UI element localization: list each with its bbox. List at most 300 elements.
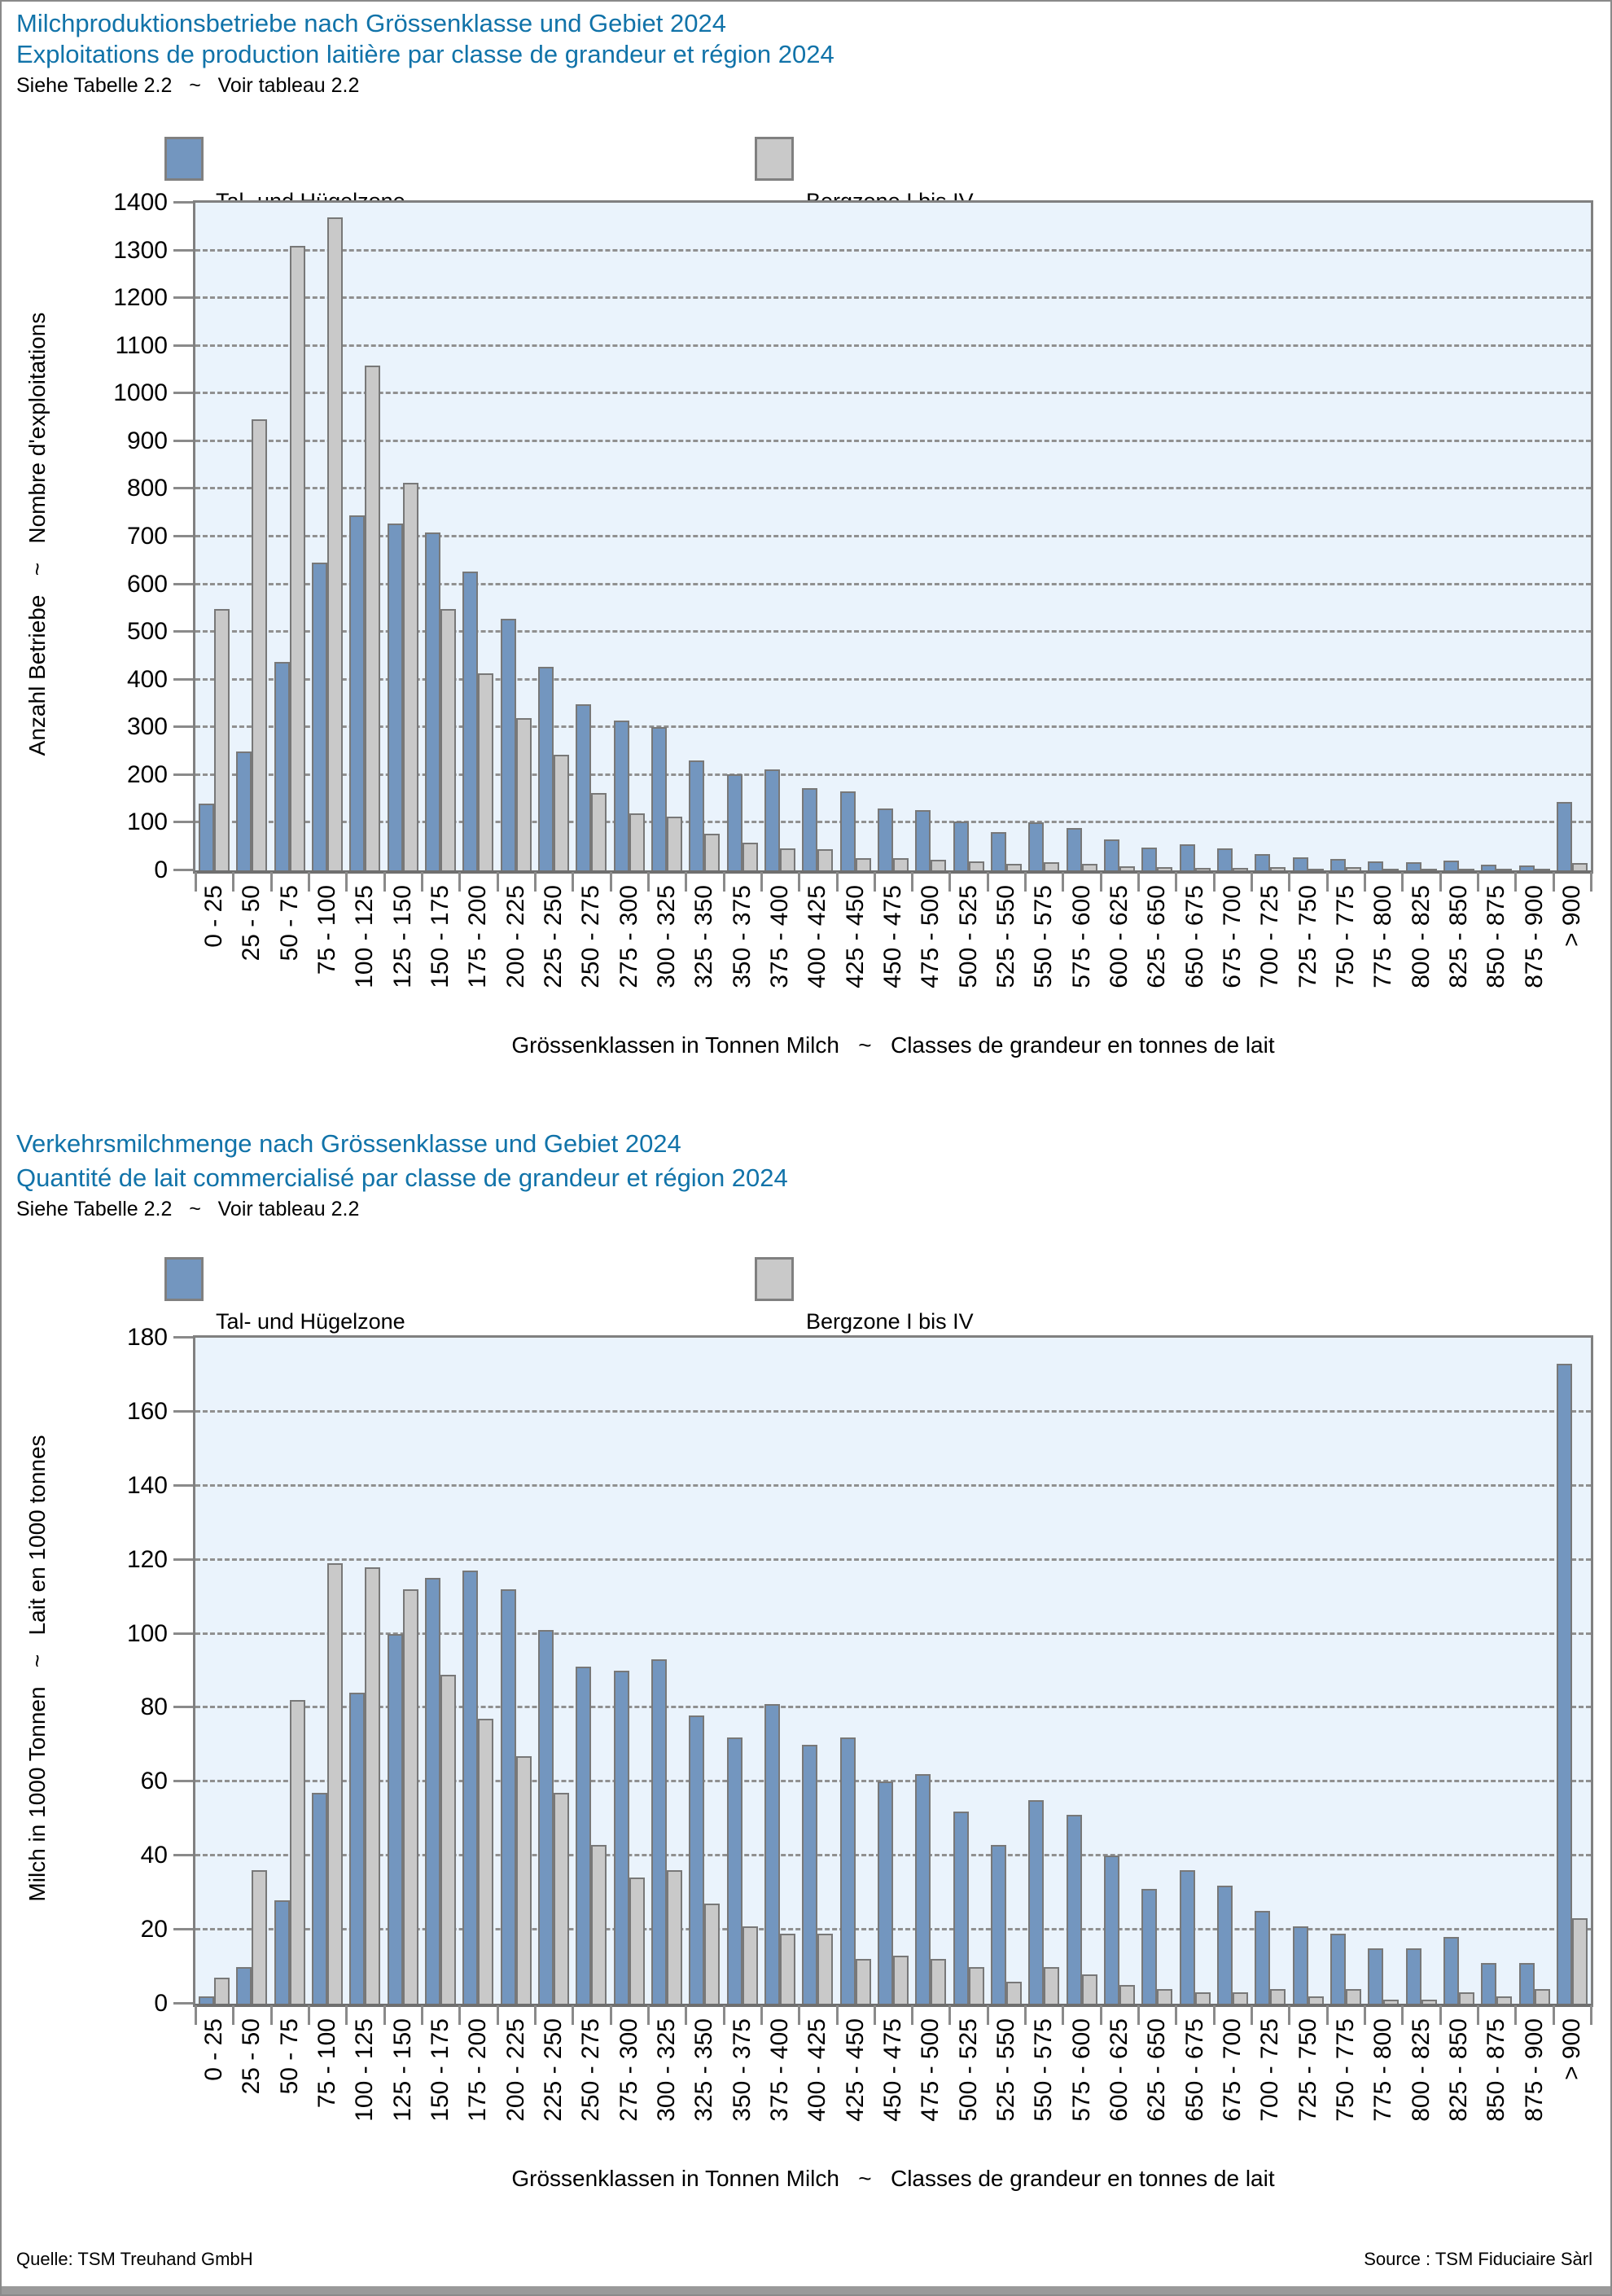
bar-valley [1141,848,1157,870]
x-tick-label: 100 - 125 [351,885,378,988]
bar-valley [1104,1856,1119,2004]
x-tick-mark [1137,872,1140,892]
x-tick-mark [345,2005,348,2025]
bar-mountain [403,483,418,870]
y-tick-mark [173,1410,193,1413]
bar-group [233,419,270,870]
chart1-title-fr: Exploitations de production laitière par classe de grandeur et région 2024 [16,40,834,68]
bar-group [1478,865,1515,870]
x-tick-mark [723,2005,725,2025]
bar-group [572,1667,610,2004]
bar-valley [1443,861,1459,870]
bar-group [271,1700,309,2004]
legend-swatch-valley [164,1257,204,1301]
bar-group [648,1659,686,2004]
bar-group [988,832,1025,870]
y-tick-mark [173,487,193,489]
y-tick-label: 0 [154,1990,168,2017]
x-tick-label: 0 - 25 [200,2018,227,2081]
y-tick-label: 1400 [113,189,168,216]
y-tick-mark [173,583,193,585]
bar-group [1515,865,1553,870]
bar-valley [1104,839,1119,870]
x-tick-mark [534,2005,537,2025]
bar-valley [802,1745,817,2004]
bar-valley [349,515,365,870]
bar-mountain [704,1904,720,2004]
bar-group [1101,1856,1138,2004]
x-tick-mark [1477,2005,1479,2025]
gridline [195,1558,1591,1561]
chart1-title-de: Milchproduktionsbetriebe nach Grössenklasse und Gebiet 2024 [16,9,726,37]
bar-group [611,721,648,870]
bar-valley [1028,1800,1044,2004]
x-tick-label: 425 - 450 [842,2018,869,2122]
y-tick-label: 160 [126,1398,168,1425]
chart2-y-axis-title: Milch in 1000 Tonnen ~ Lait en 1000 tonnes [24,1435,50,1902]
x-tick-label: 25 - 50 [238,2018,265,2095]
x-tick-mark [1590,2005,1592,2025]
bar-group [309,1563,346,2004]
bar-mountain [1082,864,1097,870]
chart2-plot-area [126,1324,1593,2122]
bar-valley [1217,848,1233,870]
bar-valley [1330,859,1346,870]
x-tick-label: 375 - 400 [766,2018,793,2122]
x-tick-mark [685,872,687,892]
x-tick-label: 650 - 675 [1181,2018,1208,2122]
bar-group [724,774,761,870]
bar-group [309,217,346,870]
y-tick-mark [173,344,193,347]
bar-mountain [214,609,230,870]
bar-valley [538,667,554,870]
bar-group [874,808,912,870]
bar-valley [349,1693,365,2004]
x-tick-mark [1213,2005,1216,2025]
y-tick-label: 1100 [115,332,168,359]
bar-group [1176,1870,1213,2004]
bar-mountain [403,1589,418,2004]
x-tick-label: 50 - 75 [276,2018,303,2095]
bar-group [195,1978,233,2004]
bar-group [1062,1815,1100,2004]
legend-swatch-mountain [755,1257,794,1301]
bar-mountain [1421,2000,1437,2004]
bar-mountain [1233,1992,1248,2004]
bar-valley [274,1900,290,2004]
bar-mountain [1233,868,1248,870]
y-tick-mark [173,1484,193,1487]
bar-group [912,810,949,870]
bar-group [949,1812,987,2004]
y-tick-mark [173,630,193,633]
bar-valley [388,524,403,870]
x-tick-mark [195,2005,197,2025]
x-tick-mark [610,2005,612,2025]
x-tick-mark [1024,2005,1027,2025]
x-tick-label: 550 - 575 [1030,2018,1057,2122]
bar-valley [878,1781,893,2004]
bar-mountain [742,843,758,870]
bar-group [1365,861,1402,870]
bar-group [949,822,987,870]
bar-valley [1519,1963,1535,2004]
bar-mountain [554,1793,569,2004]
gridline [195,392,1591,394]
bar-valley [1368,1948,1383,2004]
x-tick-label: 225 - 250 [540,2018,567,2122]
x-tick-label: 250 - 275 [577,885,604,988]
x-tick-label: 175 - 200 [464,2018,491,2122]
bar-group [1025,822,1062,870]
x-tick-label: 300 - 325 [653,885,680,988]
bar-valley [1406,1948,1421,2004]
x-tick-mark [232,872,234,892]
x-tick-mark [270,872,273,892]
bar-valley [614,1671,629,2004]
x-tick-label: 525 - 550 [992,2018,1019,2122]
bar-valley [1217,1886,1233,2004]
bar-mountain [478,673,493,870]
y-tick-mark [173,1928,193,1930]
bar-mountain [704,834,720,870]
bar-mountain [1044,862,1059,870]
y-tick-mark [173,2002,193,2005]
x-tick-label: 750 - 775 [1332,885,1359,988]
x-tick-mark [685,2005,687,2025]
y-tick-mark [173,201,193,204]
x-tick-label: 800 - 825 [1408,2018,1435,2122]
y-tick-label: 40 [140,1842,168,1869]
bar-mountain [365,1567,380,2004]
bar-valley [1443,1937,1459,2004]
x-tick-mark [1251,872,1253,892]
bar-group [799,1745,836,2004]
bar-valley [991,1845,1006,2004]
bar-mountain [1308,869,1324,870]
legend-label-mountain-de: Bergzone I bis IV [806,1309,974,1334]
x-tick-label: 550 - 575 [1030,885,1057,988]
bar-valley [425,1578,440,2004]
y-tick-mark [173,773,193,776]
bar-mountain [1496,1996,1512,2004]
x-tick-label: 725 - 750 [1294,885,1321,988]
bar-valley [199,804,214,870]
bar-valley [651,1659,667,2004]
bar-mountain [516,718,532,870]
x-tick-mark [308,2005,310,2025]
bar-mountain [742,1926,758,2004]
x-tick-label: 575 - 600 [1068,885,1095,988]
y-tick-label: 140 [126,1472,168,1499]
source-left: Quelle: TSM Treuhand GmbH [16,2249,253,2269]
y-tick-mark [173,249,193,252]
x-tick-label: 850 - 875 [1483,885,1509,988]
x-tick-mark [948,2005,951,2025]
x-tick-label: 450 - 475 [879,885,906,988]
x-tick-label: 125 - 150 [389,885,416,988]
bar-valley [274,662,290,870]
bar-group [837,1737,874,2004]
y-tick-label: 80 [140,1694,168,1720]
chart2-title-de: Verkehrsmilchmenge nach Grössenklasse und Gebiet 2024 [16,1129,681,1158]
bar-valley [1481,865,1496,870]
x-tick-label: 200 - 225 [502,885,529,988]
bar-group [384,1589,422,2004]
y-tick-label: 20 [140,1916,168,1943]
x-tick-label: 400 - 425 [804,885,830,988]
bar-mountain [1119,1985,1135,2004]
bar-group [837,791,874,870]
bar-mountain [1346,1989,1361,2004]
bar-valley [689,760,704,870]
y-tick-mark [173,440,193,442]
x-tick-mark [610,872,612,892]
bar-mountain [1459,1992,1474,2004]
bar-mountain [440,609,456,870]
x-tick-mark [1326,2005,1329,2025]
bar-mountain [252,419,267,870]
bar-mountain [1006,864,1022,870]
x-tick-label: > 900 [1558,885,1585,947]
x-tick-mark [948,872,951,892]
bar-group [1402,862,1439,870]
bar-group [988,1845,1025,2004]
x-tick-mark [572,2005,574,2025]
bar-mountain [1006,1982,1022,2004]
bar-valley [501,1589,516,2004]
bar-group [1515,1963,1553,2004]
x-tick-label: 50 - 75 [276,885,303,962]
x-tick-label: 175 - 200 [464,885,491,988]
x-tick-mark [987,872,989,892]
bar-group [724,1737,761,2004]
x-tick-mark [1251,2005,1253,2025]
y-tick-mark [173,1558,193,1561]
bar-mountain [780,1934,795,2004]
bar-group [1138,1889,1176,2004]
bar-valley [1293,1926,1308,2004]
bar-valley [727,774,742,870]
x-tick-label: 275 - 300 [615,2018,642,2122]
bar-valley [1180,1870,1195,2004]
x-tick-mark [760,2005,763,2025]
x-tick-label: 525 - 550 [992,885,1019,988]
bar-mountain [931,860,946,870]
bar-group [346,366,383,870]
gridline [195,440,1591,442]
legend-label-valley-de: Tal- und Hügelzone [216,1309,405,1334]
x-tick-mark [1024,872,1027,892]
x-tick-mark [836,2005,839,2025]
x-tick-mark [1288,872,1290,892]
bar-valley [1180,844,1195,870]
y-tick-mark [173,869,193,871]
bar-group [422,1578,459,2004]
x-tick-mark [1439,2005,1442,2025]
bar-valley [1293,857,1308,870]
x-tick-mark [308,872,310,892]
chart2-subtitle: Siehe Tabelle 2.2 ~ Voir tableau 2.2 [16,1198,360,1220]
bar-group [1025,1800,1062,2004]
x-tick-label: 700 - 725 [1256,2018,1283,2122]
x-tick-label: 150 - 175 [427,885,453,988]
gridline [195,249,1591,252]
x-tick-mark [1514,2005,1517,2025]
bar-mountain [1535,869,1550,870]
x-tick-label: 75 - 100 [313,2018,340,2109]
x-tick-label: 350 - 375 [729,885,756,988]
x-tick-label: 325 - 350 [690,885,717,988]
bar-mountain [629,1878,645,2004]
chart1-plot-area [113,189,1593,988]
y-tick-mark [173,392,193,394]
gridline [195,1484,1591,1487]
bar-valley [462,572,478,870]
bar-mountain [516,1756,532,2004]
x-tick-label: 275 - 300 [615,885,642,988]
x-tick-label: 775 - 800 [1369,885,1396,988]
bar-group [459,1571,497,2004]
x-tick-label: > 900 [1558,2018,1585,2080]
bar-valley [802,788,817,870]
bar-valley [614,721,629,870]
x-tick-label: 750 - 775 [1332,2018,1359,2122]
x-tick-mark [383,872,386,892]
bar-mountain [667,1870,682,2004]
x-tick-label: 475 - 500 [917,2018,944,2122]
bar-valley [1481,1963,1496,2004]
x-tick-mark [1100,2005,1102,2025]
bar-mountain [290,1700,305,2004]
bar-mountain [1119,866,1135,870]
bar-group [686,760,723,870]
bar-valley [840,1737,856,2004]
bar-group [1214,1886,1251,2004]
x-tick-mark [1326,872,1329,892]
bar-group [271,246,309,870]
bar-mountain [780,848,795,870]
x-tick-label: 350 - 375 [729,2018,756,2122]
x-tick-mark [534,872,537,892]
legend-swatch-valley [164,137,204,181]
bar-valley [991,832,1006,870]
bar-valley [1330,1934,1346,2004]
bar-mountain [969,861,984,870]
bar-valley [462,1571,478,2004]
x-tick-label: 100 - 125 [351,2018,378,2122]
y-tick-label: 900 [126,427,168,454]
bar-group [611,1671,648,2004]
x-tick-label: 300 - 325 [653,2018,680,2122]
x-tick-label: 125 - 150 [389,2018,416,2122]
bar-mountain [1572,1918,1588,2004]
x-tick-label: 875 - 900 [1521,2018,1548,2122]
chart2-title-fr: Quantité de lait commercialisé par classe de grandeur et région 2024 [16,1163,788,1192]
bar-valley [764,769,780,870]
x-tick-mark [572,872,574,892]
y-tick-label: 1300 [113,237,168,264]
x-tick-mark [987,2005,989,2025]
y-tick-mark [173,821,193,823]
y-tick-label: 600 [126,571,168,598]
gridline [195,344,1591,347]
y-tick-label: 800 [126,475,168,502]
x-tick-label: 825 - 850 [1445,885,1472,988]
bottom-border-strip [2,2286,1610,2294]
bar-group [535,667,572,870]
bar-valley [651,727,667,870]
bar-valley [1368,861,1383,870]
y-tick-label: 300 [126,713,168,740]
x-tick-label: 725 - 750 [1294,2018,1321,2122]
bar-valley [1519,865,1535,870]
y-tick-label: 500 [126,618,168,645]
bar-group [1327,859,1365,870]
bar-mountain [290,246,305,870]
x-tick-mark [723,872,725,892]
x-tick-mark [1213,872,1216,892]
bar-group [1365,1948,1402,2004]
source-right: Source : TSM Fiduciaire Sàrl [1364,2249,1592,2269]
x-tick-mark [1514,872,1517,892]
chart1-x-axis-title: Grössenklassen in Tonnen Milch ~ Classes de grandeur en tonnes de lait [511,1032,1275,1058]
bar-mountain [667,817,682,870]
bar-group [1289,857,1326,870]
y-tick-label: 1000 [113,379,168,406]
x-tick-mark [383,2005,386,2025]
bar-group [1062,828,1100,870]
x-tick-mark [1288,2005,1290,2025]
y-tick-mark [173,678,193,681]
x-tick-mark [458,2005,461,2025]
x-tick-mark [1477,872,1479,892]
y-tick-mark [173,1854,193,1856]
x-tick-mark [647,2005,650,2025]
y-tick-label: 60 [140,1768,168,1794]
bar-mountain [365,366,380,870]
bar-group [1440,1937,1478,2004]
bar-mountain [1157,1989,1172,2004]
bar-mountain [1195,868,1211,870]
x-tick-mark [1364,872,1366,892]
x-tick-label: 625 - 650 [1143,2018,1170,2122]
x-tick-label: 650 - 675 [1181,885,1208,988]
x-tick-label: 825 - 850 [1445,2018,1472,2122]
x-tick-mark [1401,2005,1404,2025]
x-tick-mark [195,872,197,892]
bar-group [384,483,422,870]
bar-group [233,1870,270,2004]
gridline [195,1410,1591,1413]
bar-group [1402,1948,1439,2004]
bar-mountain [591,1845,607,2004]
bar-valley [236,751,252,870]
bar-group [761,1704,799,2004]
y-tick-label: 100 [126,808,168,835]
x-tick-label: 450 - 475 [879,2018,906,2122]
x-tick-mark [1062,872,1064,892]
bar-group [1327,1934,1365,2004]
bar-mountain [252,1870,267,2004]
x-tick-label: 150 - 175 [427,2018,453,2122]
x-tick-label: 800 - 825 [1408,885,1435,988]
bar-valley [953,822,969,870]
y-tick-label: 200 [126,761,168,788]
bar-mountain [1383,869,1399,870]
bar-group [648,727,686,870]
